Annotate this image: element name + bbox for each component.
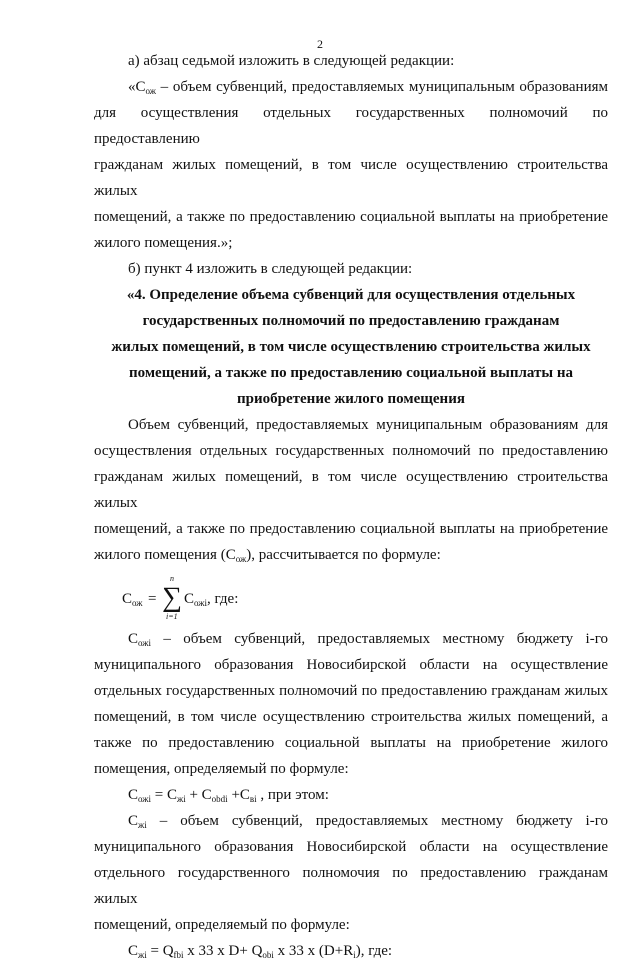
text-line: $С_{ожi}$ – объем субвенций, предоставляемых местному бюджету i-го <box>128 631 608 648</box>
document-body <box>94 48 608 964</box>
text-line: гражданам жилых помещений, в том числе осуществлению строительства жилых <box>94 157 608 199</box>
text-line: «$С_{ож}$ – объем субвенций, предоставляемых муниципальным образованиям <box>128 79 608 96</box>
heading-line: «4. Определение объема субвенций для осуществления отдельных <box>126 287 576 303</box>
sum-upper-limit: n <box>170 574 174 583</box>
body-paragraph-1 <box>94 412 608 568</box>
text-line: отдельного государственного полномочия по предоставлению гражданам жилых <box>94 865 608 907</box>
text-line: гражданам жилых помещений, в том числе осуществлению строительства жилых <box>94 469 608 511</box>
formula-housing: $С_{жi} = Q_{fbi}$ х 33 х $D+ Q_{obi}$ х 33 х $(D+R_i)$, где: <box>128 943 393 960</box>
definition-paragraph-1 <box>94 626 608 782</box>
formula-term: $С_{ожi}$, где: <box>184 591 239 608</box>
text-line: помещений, а также по предоставлению социальной выплаты на приобретение <box>94 209 608 225</box>
text-line: для осуществления отдельных государственных полномочий по предоставлению <box>94 105 608 147</box>
text-line: помещения, определяемый по формуле: <box>94 761 349 777</box>
text-line: муниципального образования Новосибирской области на осуществление <box>94 657 608 673</box>
text-line: осуществления отдельных государственных полномочий по предоставлению <box>94 443 608 459</box>
heading-line: помещений, а также по предоставлению социальной выплаты на <box>128 365 574 381</box>
text-line: также по предоставлению социальной выплаты на приобретение жилого <box>94 735 608 751</box>
formula-components: $С_{ожi} = С_{жi} + С_{obdi} +С_{вi}$ , при этом: <box>128 787 329 804</box>
paragraph-b: б) пункт 4 изложить в следующей редакции: <box>128 261 413 277</box>
formula-eq: = <box>148 591 157 607</box>
quote-paragraph-1 <box>94 74 608 256</box>
formula-lhs: $С_{ож}$ <box>122 591 143 608</box>
heading-line: жилых помещений, в том числе осуществлению строительства жилых <box>111 339 591 355</box>
paragraph-a: а) абзац седьмой изложить в следующей редакции: <box>128 53 455 69</box>
heading-line: приобретение жилого помещения <box>237 391 465 407</box>
text-line: помещений, а также по предоставлению социальной выплаты на приобретение <box>94 521 608 537</box>
text-line: жилого помещения $(С_{ож})$, рассчитывается по формуле: <box>94 547 441 564</box>
text-line: отдельных государственных полномочий по предоставлению гражданам жилых <box>94 683 608 699</box>
formula-sum <box>122 572 608 622</box>
page-number: 2 <box>317 37 323 51</box>
text-line: жилого помещения.»; <box>94 235 233 251</box>
text-line: помещений, в том числе осуществлению строительства жилых помещений, а <box>94 709 608 725</box>
definition-paragraph-2 <box>94 808 608 938</box>
section-heading <box>94 282 608 412</box>
text-line: Объем субвенций, предоставляемых муниципальным образованиям для <box>128 417 608 433</box>
text-line: помещений, определяемый по формуле: <box>94 917 350 933</box>
heading-line: государственных полномочий по предоставлению гражданам <box>142 313 560 329</box>
text-line: $С_{жi}$ – объем субвенций, предоставляемых местному бюджету i-го <box>128 813 608 830</box>
text-line: муниципального образования Новосибирской области на осуществление <box>94 839 608 855</box>
sum-lower-limit: i=1 <box>166 612 178 621</box>
sum-sign: ∑ <box>162 582 182 613</box>
